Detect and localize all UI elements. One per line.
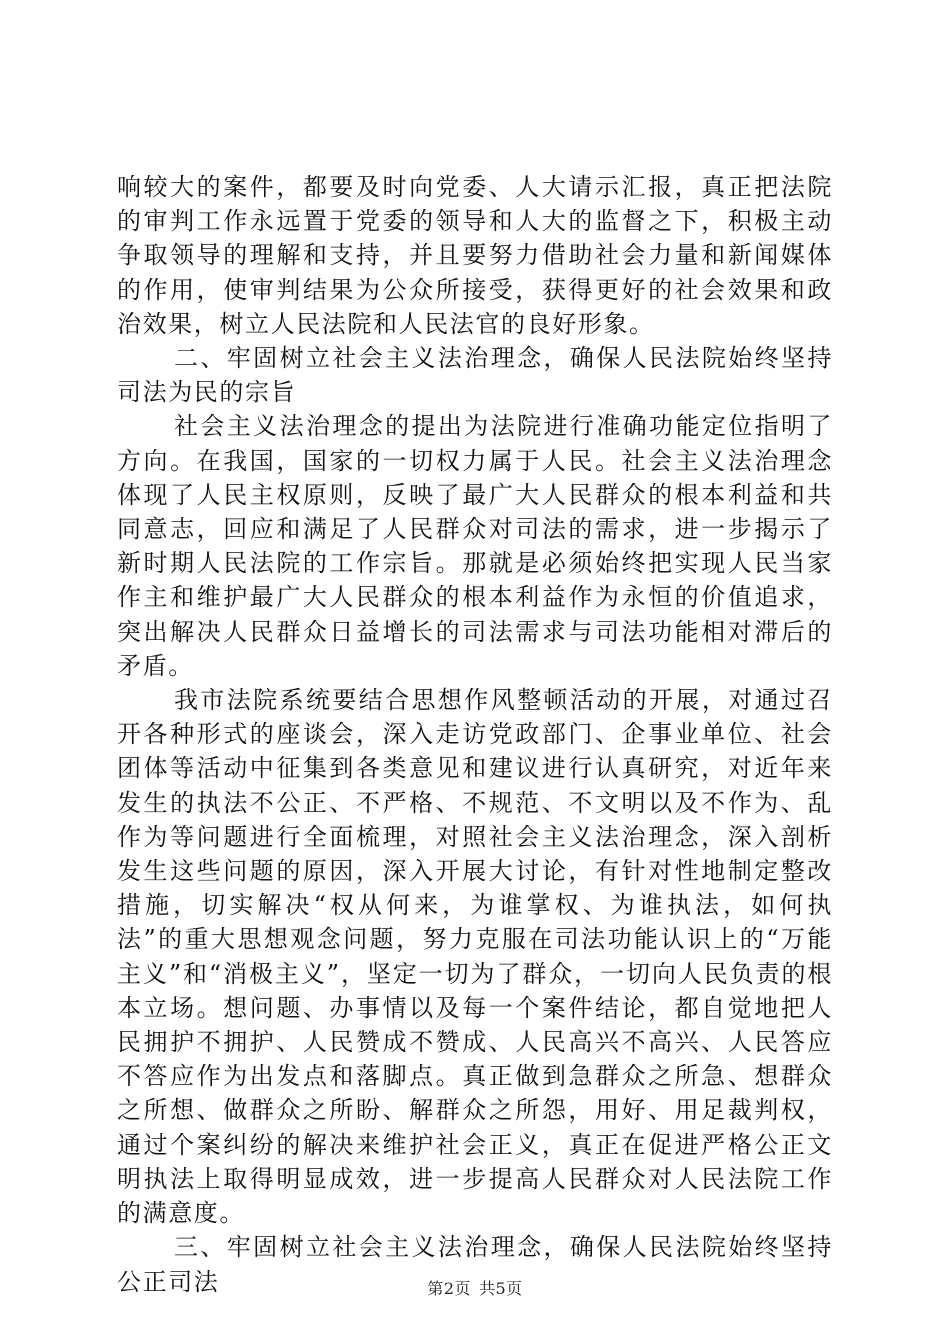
section-heading-2: 二、牢固树立社会主义法治理念，确保人民法院始终坚持司法为民的宗旨 [117,344,833,407]
page-footer [0,1276,950,1299]
paragraph-court-system-actions: 我市法院系统要结合思想作风整顿活动的开展，对通过召开各种形式的座谈会，深入走访党政部门、企事业单位、社会团体等活动中征集到各类意见和建议进行认真研究，对近年来发生的执法不公正、不严格、不规范、不文明以及不作为、乱作为等问题进行全面梳理，对照社会主义法治理念，深入剖析发生这些问题的原因，深入开展大讨论，有针对性地制定整改措施，切实解决“权从何来，为谁掌权、为谁执法，如何执法”的重大思想观念问题，努力克服在司法功能认识上的“万能主义”和“消极主义”，坚定一切为了群众，一切向人民负责的根本立场。想问题、办事情以及每一个案件结论，都自觉地把人民拥护不拥护、人民赞成不赞成、人民高兴不高兴、人民答应不答应作为出发点和落脚点。真正做到急群众之所急、想群众之所想、做群众之所盼、解群众之所怨，用好、用足裁判权，通过个案纠纷的解决来维护社会正义，真正在促进严格公正文明执法上取得明显成效，进一步提高人民群众对人民法院工作的满意度。 [117,686,833,1228]
paragraph-continuation: 响较大的案件，都要及时向党委、人大请示汇报，真正把法院的审判工作永远置于党委的领导和人大的监督之下，积极主动争取领导的理解和支持，并且要努力借助社会力量和新闻媒体的作用，使审判结果为公众所接受，获得更好的社会效果和政治效果，树立人民法院和人民法官的良好形象。 [117,173,833,338]
page-number-total: 共5页 [479,1279,523,1298]
section-heading-3: 三、牢固树立社会主义法治理念，确保人民法院始终坚持公正司法 [117,1233,833,1296]
document-body [117,170,833,1299]
page-number-current: 第2页 [427,1279,471,1298]
paragraph-rule-of-law-concept: 社会主义法治理念的提出为法院进行准确功能定位指明了方向。在我国，国家的一切权力属于人民。社会主义法治理念体现了人民主权原则，反映了最广大人民群众的根本利益和共同意志，回应和满足了人民群众对司法的需求，进一步揭示了新时期人民法院的工作宗旨。那就是必须始终把实现人民当家作主和维护最广大人民群众的根本利益作为永恒的价值追求，突出解决人民群众日益增长的司法需求与司法功能相对滞后的矛盾。 [117,412,833,680]
